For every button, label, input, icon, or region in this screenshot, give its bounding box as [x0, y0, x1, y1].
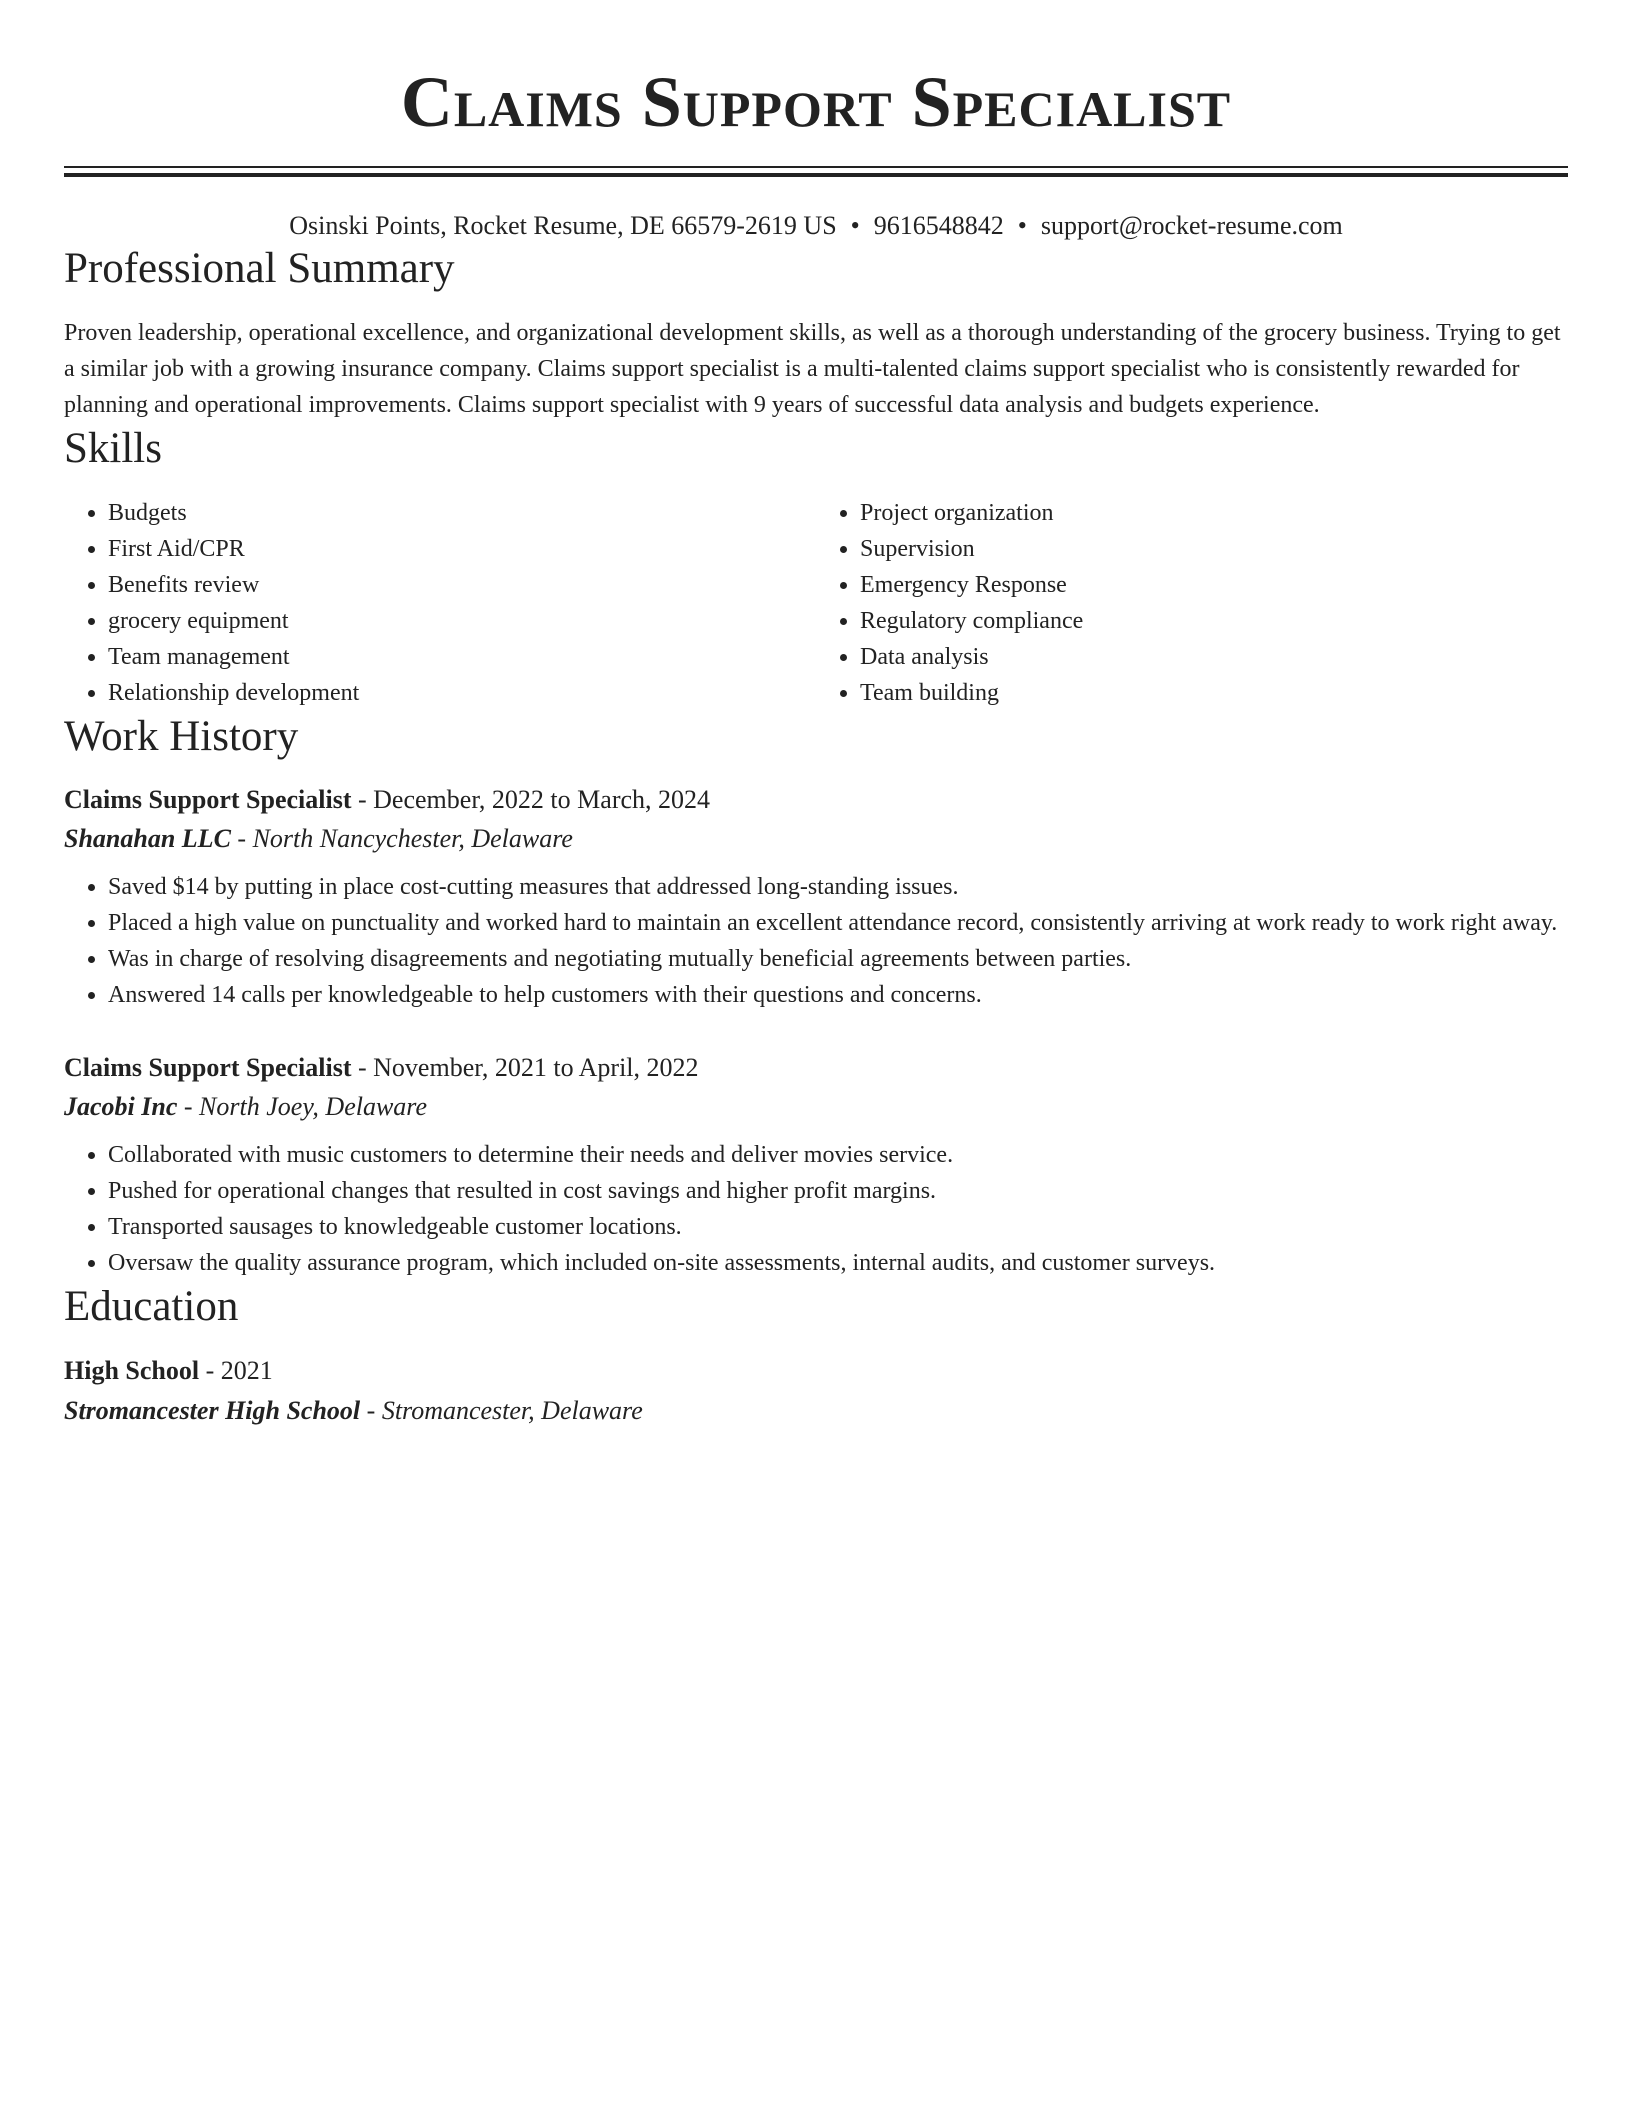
job-bullet: • Collaborated with music customers to determine their needs and deliver movies service. — [108, 1137, 1568, 1173]
contact-address: Osinski Points, Rocket Resume, DE 66579-2619 US — [289, 211, 837, 240]
job-bullet: • Placed a high value on punctuality and worked hard to maintain an excellent attendance record, consistently arriving at work ready to work right away. — [108, 905, 1568, 941]
contact-line — [64, 209, 1568, 243]
work-history-heading: Work History — [64, 713, 299, 760]
job-entry — [64, 1049, 1568, 1281]
company-line — [64, 1087, 1568, 1127]
job-bullet: • Pushed for operational changes that resulted in cost savings and higher profit margins. — [108, 1173, 1568, 1209]
skill-item: • Data analysis — [860, 639, 1568, 675]
education-entry — [64, 1351, 1568, 1431]
skills-heading: Skills — [64, 425, 162, 472]
skill-item: • Budgets — [108, 495, 816, 531]
company-line — [64, 819, 1568, 859]
company-name: Jacobi Inc — [64, 1092, 178, 1121]
skill-item: • grocery equipment — [108, 603, 816, 639]
skill-item: • Benefits review — [108, 567, 816, 603]
skill-item: • Relationship development — [108, 675, 816, 711]
school-line — [64, 1391, 1568, 1431]
contact-email: support@rocket-resume.com — [1040, 211, 1343, 240]
job-bullets — [64, 869, 1568, 1013]
skills-column-left — [64, 495, 816, 711]
degree: High School — [64, 1356, 200, 1385]
school-name: Stromancester High School — [64, 1396, 361, 1425]
job-title: Claims Support Specialist — [64, 785, 352, 814]
skills-list — [64, 495, 1568, 711]
education-heading: Education — [64, 1283, 239, 1330]
skill-item: • Project organization — [860, 495, 1568, 531]
job-bullet: • Oversaw the quality assurance program, which included on-site assessments, internal audits, and customer surveys. — [108, 1245, 1568, 1281]
job-dates: - December, 2022 to March, 2024 — [351, 785, 711, 814]
job-bullet: • Saved $14 by putting in place cost-cutting measures that addressed long-standing issues. — [108, 869, 1568, 905]
company-location: - North Nancychester, Delaware — [230, 824, 573, 853]
title-double-rule — [64, 166, 1568, 177]
skill-item: • Regulatory compliance — [860, 603, 1568, 639]
skills-column-right — [816, 495, 1568, 711]
skill-item: • Team building — [860, 675, 1568, 711]
bullet-separator: • — [850, 211, 860, 240]
degree-line — [64, 1351, 1568, 1391]
skill-item: • Supervision — [860, 531, 1568, 567]
company-location: - North Joey, Delaware — [177, 1092, 427, 1121]
graduation-year: - 2021 — [199, 1356, 273, 1385]
school-location: - Stromancester, Delaware — [360, 1396, 643, 1425]
skill-item: • Emergency Response — [860, 567, 1568, 603]
summary-text: Proven leadership, operational excellence, and organizational development skills, as well as a thorough understanding of the grocery business. Trying to get a similar job with a growing insurance company. Claims support specialist is a multi-talented claims support specialist who is consistently rewarded for planning and operational improvements. Claims support specialist with 9 years of successful data analysis and budgets experience. — [64, 320, 1561, 418]
summary-heading: Professional Summary — [64, 245, 455, 292]
job-title-line — [64, 1049, 1568, 1087]
job-title-line — [64, 781, 1568, 819]
job-entry — [64, 781, 1568, 1013]
company-name: Shanahan LLC — [64, 824, 231, 853]
resume-title: Claims Support Specialist — [400, 62, 1232, 142]
job-title: Claims Support Specialist — [64, 1053, 352, 1082]
skill-item: • Team management — [108, 639, 816, 675]
job-bullet: • Transported sausages to knowledgeable customer locations. — [108, 1209, 1568, 1245]
job-bullets — [64, 1137, 1568, 1281]
job-bullet: • Was in charge of resolving disagreements and negotiating mutually beneficial agreements between parties. — [108, 941, 1568, 977]
job-bullet: • Answered 14 calls per knowledgeable to help customers with their questions and concerns. — [108, 977, 1568, 1013]
job-dates: - November, 2021 to April, 2022 — [351, 1053, 699, 1082]
skill-item: • First Aid/CPR — [108, 531, 816, 567]
bullet-separator: • — [1017, 211, 1027, 240]
contact-phone: 9616548842 — [873, 211, 1004, 240]
